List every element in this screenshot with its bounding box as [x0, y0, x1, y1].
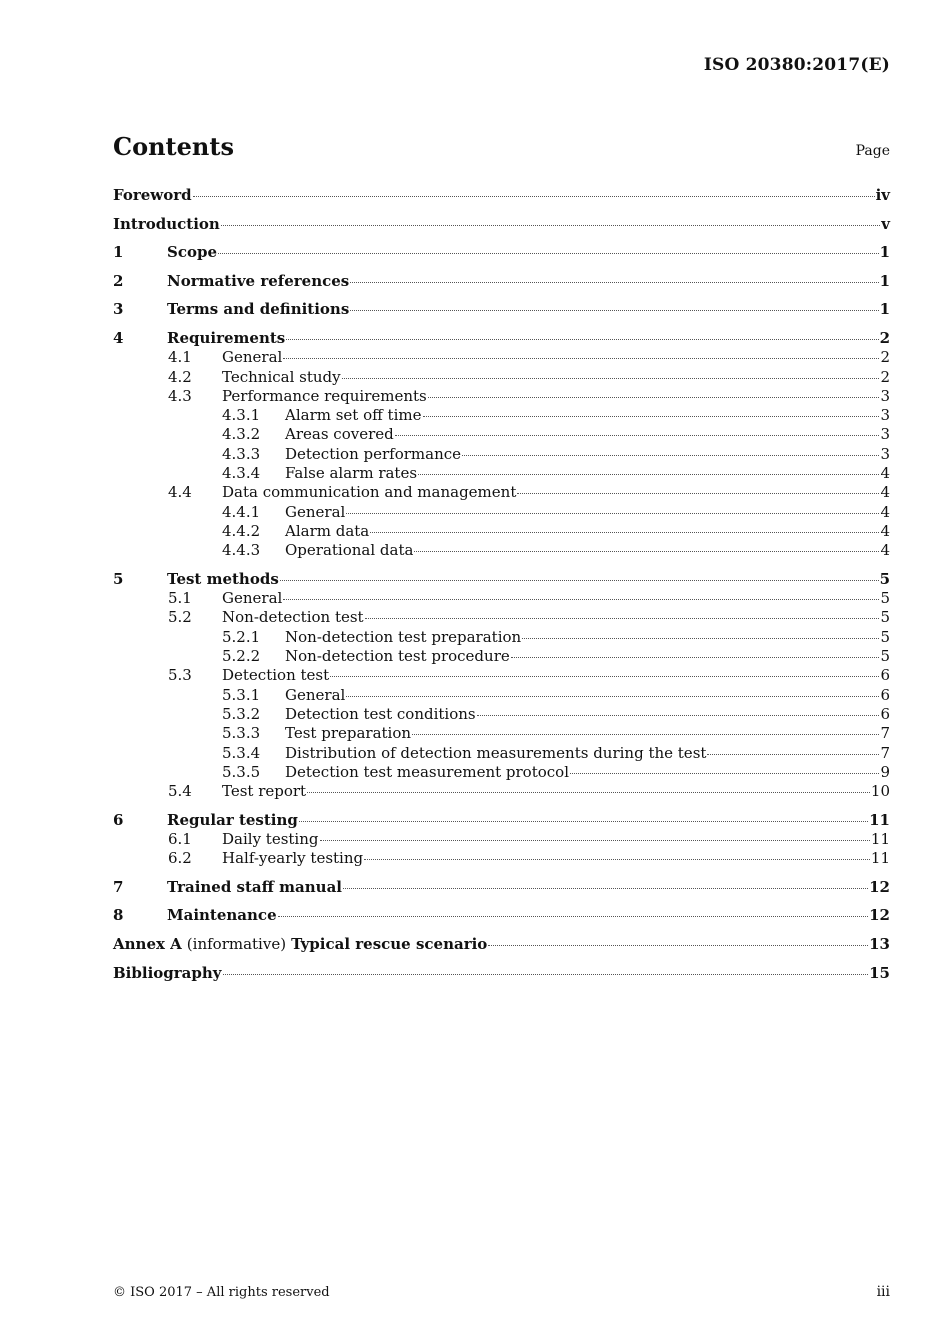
toc-entry-label — [222, 782, 890, 800]
toc-entry-label — [222, 368, 890, 386]
toc-entry-page: 3 — [880, 406, 890, 425]
toc-entry-label — [222, 849, 890, 867]
dot-leader — [428, 397, 880, 398]
toc-entry-number: 4.4 — [168, 483, 192, 502]
toc-entry-title: Detection test — [222, 666, 330, 685]
toc-entry[interactable] — [113, 628, 890, 647]
toc-entry-number: 5.3.2 — [222, 704, 261, 723]
toc-entry-number: 4.3.2 — [222, 425, 261, 444]
toc-entry-title: Trained staff manual — [167, 877, 342, 896]
dot-leader — [364, 859, 870, 860]
toc-entry-page: 5 — [880, 627, 890, 646]
toc-entry-title: Alarm data — [285, 521, 370, 540]
toc-entry[interactable] — [113, 541, 890, 560]
toc-entry-page: 1 — [879, 271, 890, 290]
dot-leader — [343, 888, 868, 889]
toc-entry-number: 5.3 — [168, 666, 192, 685]
toc-entry-page: 3 — [880, 386, 890, 405]
dot-leader — [278, 916, 869, 917]
toc-entry[interactable] — [113, 744, 890, 763]
toc-entry-label — [113, 935, 890, 953]
dot-leader — [423, 416, 880, 417]
toc-entry-number: 5.2.1 — [222, 627, 261, 646]
toc-entry-page: 3 — [880, 425, 890, 444]
toc-entry-page: 7 — [880, 743, 890, 762]
toc-entry-page: 2 — [879, 328, 890, 347]
toc-entry-page: 3 — [880, 444, 890, 463]
toc-entry-number: 5.3.1 — [222, 685, 261, 704]
toc-entry-page: 10 — [870, 782, 890, 801]
toc-entry-title: Data communication and management — [222, 483, 517, 502]
toc-entry-number: 6.2 — [168, 849, 192, 868]
toc-entry-number: 4.1 — [168, 348, 192, 367]
toc-entry-title: Maintenance — [167, 906, 277, 925]
toc-entry-number: 8 — [113, 906, 124, 925]
toc-entry[interactable] — [113, 782, 890, 801]
toc-entry[interactable] — [113, 608, 890, 627]
dot-leader — [707, 754, 879, 755]
toc-entry-number: 4.3.3 — [222, 444, 261, 463]
toc-entry[interactable] — [113, 186, 890, 205]
toc-entry[interactable] — [113, 300, 890, 319]
dot-leader — [286, 339, 878, 340]
toc-entry[interactable] — [113, 425, 890, 444]
toc-entry-number: 5.4 — [168, 782, 192, 801]
toc-entry-title: Detection performance — [285, 444, 462, 463]
toc-entry-title: Areas covered — [285, 425, 394, 444]
toc-entry-title: Test preparation — [285, 724, 412, 743]
toc-entry[interactable] — [113, 589, 890, 608]
toc-entry-title: Non-detection test preparation — [285, 627, 522, 646]
toc-entry[interactable] — [113, 503, 890, 522]
toc-entry-title: Non-detection test procedure — [285, 647, 510, 666]
dot-leader — [346, 513, 879, 514]
toc-entry-page: 1 — [879, 243, 890, 262]
toc-entry-title: Daily testing — [222, 829, 319, 848]
toc-entry-page: 4 — [880, 521, 890, 540]
toc-entry-page: 4 — [880, 483, 890, 502]
toc-entry-label — [285, 705, 890, 723]
toc-entry-page: 7 — [880, 724, 890, 743]
toc-entry-title: False alarm rates — [285, 464, 418, 483]
toc-entry-page: 5 — [879, 569, 890, 588]
toc-entry-title: Alarm set off time — [285, 406, 422, 425]
toc-entry-page: 2 — [880, 348, 890, 367]
toc-entry-number: 4.3 — [168, 386, 192, 405]
toc-entry[interactable] — [113, 215, 890, 234]
dot-leader — [330, 676, 879, 677]
document-id: ISO 20380:2017(E) — [703, 55, 890, 75]
toc-entry-number: 4.2 — [168, 367, 192, 386]
toc-entry[interactable] — [113, 878, 890, 897]
dot-leader — [299, 821, 868, 822]
toc-entry[interactable] — [113, 445, 890, 464]
toc-entry[interactable] — [113, 329, 890, 348]
toc-entry[interactable] — [113, 763, 890, 782]
dot-leader — [414, 551, 879, 552]
toc-entry-page: 6 — [880, 666, 890, 685]
toc-entry-label — [167, 570, 890, 588]
toc-entry[interactable] — [113, 686, 890, 705]
toc-entry-page: 5 — [880, 608, 890, 627]
toc-entry[interactable] — [113, 705, 890, 724]
toc-entry[interactable] — [113, 811, 890, 830]
toc-entry[interactable] — [113, 348, 890, 367]
toc-entry-label — [285, 541, 890, 559]
dot-leader — [350, 282, 878, 283]
dot-leader — [395, 435, 880, 436]
toc-entry-title: Technical study — [222, 367, 341, 386]
toc-entry-title: Terms and definitions — [167, 300, 350, 319]
toc-entry[interactable] — [113, 368, 890, 387]
toc-entry[interactable] — [113, 243, 890, 262]
toc-entry[interactable] — [113, 724, 890, 743]
page-title: Contents — [113, 132, 234, 161]
toc-entry-page: 11 — [870, 829, 890, 848]
toc-entry[interactable] — [113, 849, 890, 868]
toc-entry-title: Bibliography — [113, 963, 222, 982]
toc-entry-page: 4 — [880, 464, 890, 483]
toc-entry-title: General — [222, 348, 283, 367]
toc-entry-title: Introduction — [113, 214, 220, 233]
dot-leader — [350, 310, 878, 311]
toc-entry-label — [222, 830, 890, 848]
toc-entry-label — [285, 647, 890, 665]
toc-entry-number: 4.4.3 — [222, 541, 261, 560]
toc-entry[interactable] — [113, 272, 890, 291]
toc-entry-number: 4.4.1 — [222, 502, 261, 521]
toc-entry-number: 2 — [113, 271, 124, 290]
dot-leader — [522, 638, 879, 639]
toc-entry-number: 5 — [113, 569, 124, 588]
toc-entry-page: iv — [875, 186, 890, 204]
toc-entry-title: Requirements — [167, 328, 286, 347]
dot-leader — [412, 734, 879, 735]
toc-entry-title: Distribution of detection measurements during the test — [285, 743, 707, 762]
toc-entry-label — [167, 329, 890, 347]
toc-entry-title: General — [285, 685, 346, 704]
dot-leader — [280, 580, 879, 581]
footer-copyright: © ISO 2017 – All rights reserved — [113, 1285, 330, 1300]
toc-entry-number: 5.3.5 — [222, 762, 261, 781]
dot-leader — [418, 474, 879, 475]
dot-leader — [511, 657, 880, 658]
toc-entry-title: General — [222, 589, 283, 608]
toc-entry-title: Test methods — [167, 569, 279, 588]
table-of-contents — [113, 186, 890, 983]
dot-leader — [307, 792, 870, 793]
toc-entry-page: 13 — [869, 935, 890, 954]
toc-entry-number: 5.1 — [168, 589, 192, 608]
dot-leader — [320, 840, 870, 841]
toc-entry-page: 11 — [870, 849, 890, 868]
toc-entry-label — [113, 186, 890, 204]
toc-entry[interactable] — [113, 522, 890, 541]
toc-entry-number: 6.1 — [168, 829, 192, 848]
dot-leader — [365, 618, 880, 619]
toc-entry-label — [285, 425, 890, 443]
toc-entry-title: Scope — [167, 243, 218, 262]
toc-entry-page: 5 — [880, 589, 890, 608]
toc-entry-label — [285, 724, 890, 742]
toc-entry-label — [285, 464, 890, 482]
toc-entry-number: 5.3.4 — [222, 743, 261, 762]
toc-entry-title: General — [285, 502, 346, 521]
toc-entry-page: 4 — [880, 541, 890, 560]
toc-entry[interactable] — [113, 906, 890, 925]
toc-entry-page: 1 — [879, 300, 890, 319]
toc-entry-label — [222, 589, 890, 607]
toc-entry-number: 5.2 — [168, 608, 192, 627]
toc-entry[interactable] — [113, 570, 890, 589]
toc-entry-label — [285, 628, 890, 646]
toc-entry-title: Typical rescue scenario — [291, 935, 488, 954]
dot-leader — [283, 358, 879, 359]
toc-entry[interactable] — [113, 666, 890, 685]
toc-entry-label — [113, 964, 890, 982]
toc-entry-label — [285, 686, 890, 704]
toc-entry-label — [285, 744, 890, 762]
toc-entry-page: 12 — [869, 906, 890, 925]
toc-entry-title: Half-yearly testing — [222, 849, 364, 868]
dot-leader — [477, 715, 880, 716]
toc-entry-label — [222, 608, 890, 626]
dot-leader — [223, 974, 869, 975]
toc-entry-number: 5.3.3 — [222, 724, 261, 743]
dot-leader — [193, 196, 875, 197]
toc-entry-number: 5.2.2 — [222, 647, 261, 666]
dot-leader — [342, 378, 880, 379]
annex-kind: (informative) — [186, 935, 287, 954]
toc-entry-number: 1 — [113, 243, 124, 262]
toc-entry-number: 6 — [113, 810, 124, 829]
toc-entry-label — [285, 406, 890, 424]
annex-prefix: Annex A — [113, 935, 182, 954]
toc-entry-label — [167, 272, 890, 290]
toc-entry-number: 7 — [113, 877, 124, 896]
toc-entry-page: 11 — [869, 810, 890, 829]
toc-entry-title: Regular testing — [167, 810, 298, 829]
dot-leader — [218, 253, 879, 254]
toc-entry-page: 4 — [880, 502, 890, 521]
toc-entry-page: 9 — [880, 762, 890, 781]
dot-leader — [370, 532, 879, 533]
toc-entry-label — [222, 666, 890, 684]
toc-entry-label — [167, 906, 890, 924]
toc-entry-page: 2 — [880, 367, 890, 386]
toc-entry-label — [113, 215, 890, 233]
toc-entry-label — [167, 878, 890, 896]
toc-entry-title: Test report — [222, 782, 307, 801]
dot-leader — [570, 773, 879, 774]
toc-entry-page: v — [881, 214, 890, 233]
toc-entry[interactable] — [113, 483, 890, 502]
page-column-label: Page — [855, 143, 890, 159]
toc-entry-label — [285, 445, 890, 463]
toc-entry-number: 4.3.1 — [222, 406, 261, 425]
toc-entry-title: Detection test measurement protocol — [285, 762, 569, 781]
toc-entry[interactable] — [113, 387, 890, 406]
toc-entry-number: 4 — [113, 328, 124, 347]
toc-entry-number: 4.4.2 — [222, 521, 261, 540]
toc-entry-label — [167, 243, 890, 261]
toc-entry-number: 3 — [113, 300, 124, 319]
toc-entry-page: 6 — [880, 685, 890, 704]
toc-entry-title: Non-detection test — [222, 608, 364, 627]
toc-entry[interactable] — [113, 964, 890, 983]
toc-entry[interactable] — [113, 464, 890, 483]
toc-entry-title: Detection test conditions — [285, 704, 476, 723]
toc-entry-label — [167, 300, 890, 318]
dot-leader — [462, 455, 879, 456]
toc-entry-title: Foreword — [113, 186, 192, 204]
toc-entry-label — [285, 763, 890, 781]
toc-entry-page: 5 — [880, 647, 890, 666]
toc-entry-number: 4.3.4 — [222, 464, 261, 483]
toc-entry[interactable] — [113, 830, 890, 849]
dot-leader — [221, 225, 880, 226]
dot-leader — [517, 493, 879, 494]
toc-entry-label — [222, 483, 890, 501]
dot-leader — [346, 696, 879, 697]
toc-entry-label — [222, 348, 890, 366]
toc-entry-label — [167, 811, 890, 829]
toc-entry[interactable] — [113, 406, 890, 425]
toc-entry-page: 6 — [880, 704, 890, 723]
toc-entry[interactable] — [113, 935, 890, 954]
footer-page-number: iii — [876, 1284, 890, 1300]
toc-entry-page: 12 — [869, 877, 890, 896]
toc-entry-title: Normative references — [167, 271, 350, 290]
toc-entry[interactable] — [113, 647, 890, 666]
toc-entry-label — [285, 522, 890, 540]
toc-entry-title: Performance requirements — [222, 386, 427, 405]
dot-leader — [283, 599, 879, 600]
dot-leader — [488, 945, 868, 946]
toc-entry-label — [222, 387, 890, 405]
toc-entry-label — [285, 503, 890, 521]
toc-entry-page: 15 — [869, 963, 890, 982]
toc-entry-title: Operational data — [285, 541, 414, 560]
